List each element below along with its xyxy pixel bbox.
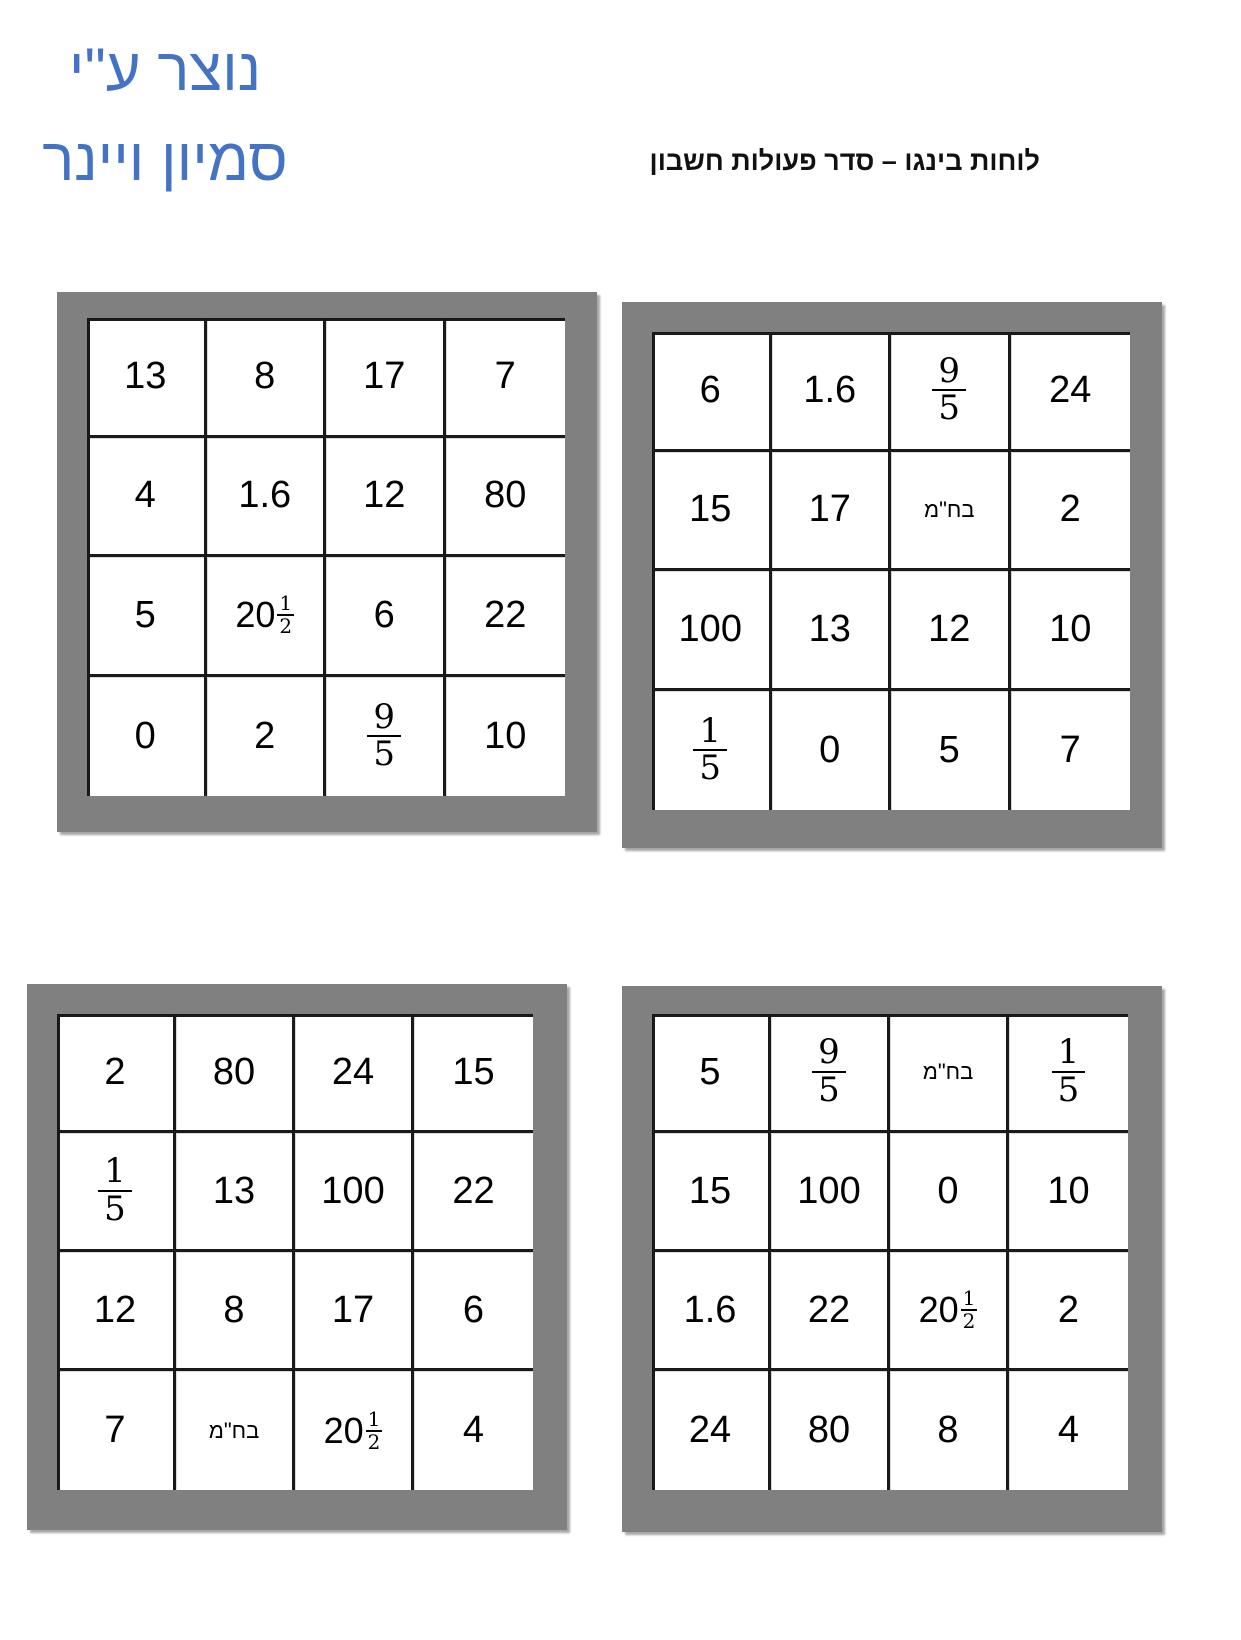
bingo-cell — [414, 1252, 533, 1371]
cell-number: 12 — [93, 1288, 137, 1331]
bingo-cell — [57, 1014, 176, 1133]
cell-number: 0 — [819, 728, 841, 771]
credit-line-1: נוצר ע"י — [68, 36, 262, 103]
cell-number: 4 — [1057, 1409, 1080, 1451]
denominator: 5 — [373, 734, 396, 775]
cell-number: 10 — [484, 714, 527, 757]
whole-part: 20 — [918, 1289, 959, 1330]
denominator: 5 — [938, 388, 961, 429]
bingo-cell — [652, 1133, 771, 1252]
bingo-cell — [176, 1133, 295, 1252]
bingo-cell — [57, 1133, 176, 1252]
bingo-cell — [890, 1133, 1009, 1252]
bingo-cell — [57, 1371, 176, 1490]
fraction — [366, 1406, 383, 1454]
bingo-cell — [326, 677, 446, 797]
cell-number: 6 — [373, 593, 395, 636]
cell-number: 5 — [938, 728, 960, 771]
fraction — [932, 350, 966, 429]
bingo-cell — [295, 1371, 414, 1490]
bingo-cell — [207, 557, 327, 677]
bingo-cell — [891, 332, 1011, 452]
cell-number: 17 — [331, 1288, 375, 1331]
fraction — [98, 1151, 132, 1229]
bingo-cell — [652, 452, 772, 572]
cell-number: 4 — [134, 474, 156, 517]
bingo-cell — [207, 318, 327, 438]
cell-number: 10 — [1049, 607, 1092, 650]
bingo-cell — [772, 332, 892, 452]
cell-number: 100 — [321, 1169, 385, 1212]
denominator: 5 — [1057, 1070, 1080, 1110]
cell-number: 8 — [223, 1288, 245, 1331]
bingo-cell — [891, 571, 1011, 691]
bingo-cell — [652, 332, 772, 452]
bingo-cell — [295, 1133, 414, 1252]
numerator: 1 — [693, 714, 727, 752]
bingo-cell — [891, 691, 1011, 811]
cell-number: 80 — [807, 1409, 851, 1451]
bingo-cell — [446, 557, 566, 677]
bingo-cell — [414, 1133, 533, 1252]
cell-number: 0 — [937, 1169, 959, 1212]
fraction — [961, 1288, 978, 1332]
credit-line-2: סמיון ויינר — [42, 126, 288, 193]
bingo-cell — [652, 691, 772, 811]
cell-number: 8 — [254, 354, 276, 397]
bingo-cell — [207, 438, 327, 558]
cell-number: 13 — [808, 607, 851, 650]
bingo-cell — [295, 1014, 414, 1133]
cell-number: 80 — [484, 474, 527, 517]
mixed-number — [235, 593, 294, 637]
fraction — [812, 1032, 846, 1110]
cell-number: 7 — [1059, 728, 1081, 771]
bingo-cell — [772, 691, 892, 811]
cell-number: 100 — [797, 1169, 861, 1212]
bingo-cell — [414, 1371, 533, 1490]
bingo-cell — [1011, 452, 1131, 572]
cell-number: 22 — [484, 593, 527, 636]
cell-number: 13 — [212, 1169, 256, 1212]
cell-number: 7 — [104, 1409, 126, 1451]
cell-number: 17 — [808, 488, 851, 531]
bingo-cell — [446, 438, 566, 558]
cell-number: 15 — [689, 488, 732, 531]
numerator: 9 — [812, 1035, 846, 1073]
cell-number: 80 — [212, 1050, 256, 1093]
cell-number: 6 — [462, 1288, 485, 1331]
cell-number: 22 — [452, 1169, 495, 1212]
free-space-label: בח"מ — [208, 1417, 260, 1443]
numerator: 9 — [367, 700, 401, 738]
bingo-cell — [652, 1252, 771, 1371]
denominator: 2 — [367, 1429, 381, 1454]
bingo-cell — [652, 571, 772, 691]
bingo-cell — [176, 1371, 295, 1490]
bingo-cell — [326, 318, 446, 438]
cell-number: 4 — [462, 1409, 485, 1451]
fraction — [277, 593, 294, 637]
denominator: 2 — [279, 614, 293, 639]
bingo-cell — [1011, 691, 1131, 811]
bingo-cell — [87, 438, 207, 558]
cell-number: 17 — [363, 354, 406, 397]
numerator: 9 — [932, 354, 966, 392]
bingo-cell — [890, 1014, 1009, 1133]
cell-number: 5 — [699, 1050, 721, 1093]
numerator: 1 — [367, 1406, 381, 1431]
cell-number: 24 — [1049, 368, 1092, 411]
cell-number: 5 — [134, 593, 156, 636]
denominator: 5 — [104, 1189, 126, 1229]
bingo-board-2 — [622, 302, 1162, 848]
bingo-cell — [772, 452, 892, 572]
whole-part: 20 — [235, 594, 276, 636]
mixed-number — [919, 1288, 978, 1332]
cell-number: 0 — [134, 714, 156, 757]
cell-number: 2 — [1059, 488, 1081, 531]
cell-number: 1.6 — [683, 1288, 737, 1331]
numerator: 1 — [279, 591, 293, 616]
bingo-cell — [772, 571, 892, 691]
bingo-cell — [87, 677, 207, 797]
cell-number: 1.6 — [803, 368, 857, 411]
cell-number: 2 — [254, 714, 276, 757]
bingo-cell — [890, 1371, 1009, 1490]
bingo-board-4 — [622, 986, 1162, 1532]
numerator: 1 — [98, 1154, 132, 1192]
fraction — [693, 710, 727, 789]
cell-number: 2 — [1057, 1288, 1080, 1331]
bingo-cell — [1009, 1133, 1128, 1252]
bingo-cell — [1009, 1252, 1128, 1371]
cell-number: 15 — [452, 1050, 495, 1093]
bingo-cell — [890, 1252, 1009, 1371]
bingo-cell — [771, 1133, 890, 1252]
cell-number: 24 — [331, 1050, 375, 1093]
board-grid — [652, 332, 1130, 810]
bingo-cell — [176, 1014, 295, 1133]
bingo-cell — [771, 1371, 890, 1490]
bingo-cell — [771, 1014, 890, 1133]
bingo-cell — [1009, 1371, 1128, 1490]
bingo-cell — [771, 1252, 890, 1371]
bingo-cell — [652, 1014, 771, 1133]
free-space-label: בח"מ — [923, 496, 975, 522]
bingo-board-3 — [27, 984, 567, 1530]
mixed-number — [323, 1406, 383, 1454]
bingo-cell — [446, 677, 566, 797]
cell-number: 100 — [678, 607, 742, 650]
cell-number: 22 — [807, 1288, 851, 1331]
cell-number: 12 — [363, 474, 406, 517]
bingo-cell — [326, 438, 446, 558]
numerator: 1 — [962, 1286, 976, 1310]
whole-part: 20 — [323, 1409, 364, 1451]
bingo-cell — [87, 318, 207, 438]
bingo-cell — [87, 557, 207, 677]
bingo-cell — [176, 1252, 295, 1371]
bingo-cell — [295, 1252, 414, 1371]
bingo-cell — [1009, 1014, 1128, 1133]
bingo-cell — [652, 1371, 771, 1490]
fraction — [1052, 1032, 1086, 1110]
bingo-cell — [1011, 332, 1131, 452]
cell-number: 1.6 — [238, 474, 292, 517]
numerator: 1 — [1052, 1035, 1086, 1073]
cell-number: 12 — [928, 607, 971, 650]
bingo-board-1 — [57, 292, 597, 832]
bingo-cell — [326, 557, 446, 677]
cell-number: 13 — [124, 354, 167, 397]
cell-number: 2 — [104, 1050, 126, 1093]
bingo-cell — [207, 677, 327, 797]
cell-number: 24 — [688, 1409, 732, 1451]
bingo-cell — [57, 1252, 176, 1371]
cell-number: 8 — [937, 1409, 959, 1451]
cell-number: 10 — [1047, 1169, 1090, 1212]
board-grid — [57, 1014, 533, 1490]
bingo-cell — [414, 1014, 533, 1133]
bingo-cell — [446, 318, 566, 438]
bingo-cell — [1011, 571, 1131, 691]
cell-number: 15 — [688, 1169, 732, 1212]
document-title: לוחות בינגו – סדר פעולות חשבון — [649, 146, 1040, 176]
cell-number: 7 — [494, 354, 516, 397]
denominator: 5 — [699, 748, 722, 789]
free-space-label: בח"מ — [922, 1059, 974, 1084]
board-grid — [87, 318, 565, 796]
denominator: 2 — [962, 1309, 976, 1333]
denominator: 5 — [818, 1070, 840, 1110]
fraction — [367, 696, 401, 775]
bingo-cell — [891, 452, 1011, 572]
board-grid — [652, 1014, 1128, 1490]
cell-number: 6 — [699, 368, 721, 411]
